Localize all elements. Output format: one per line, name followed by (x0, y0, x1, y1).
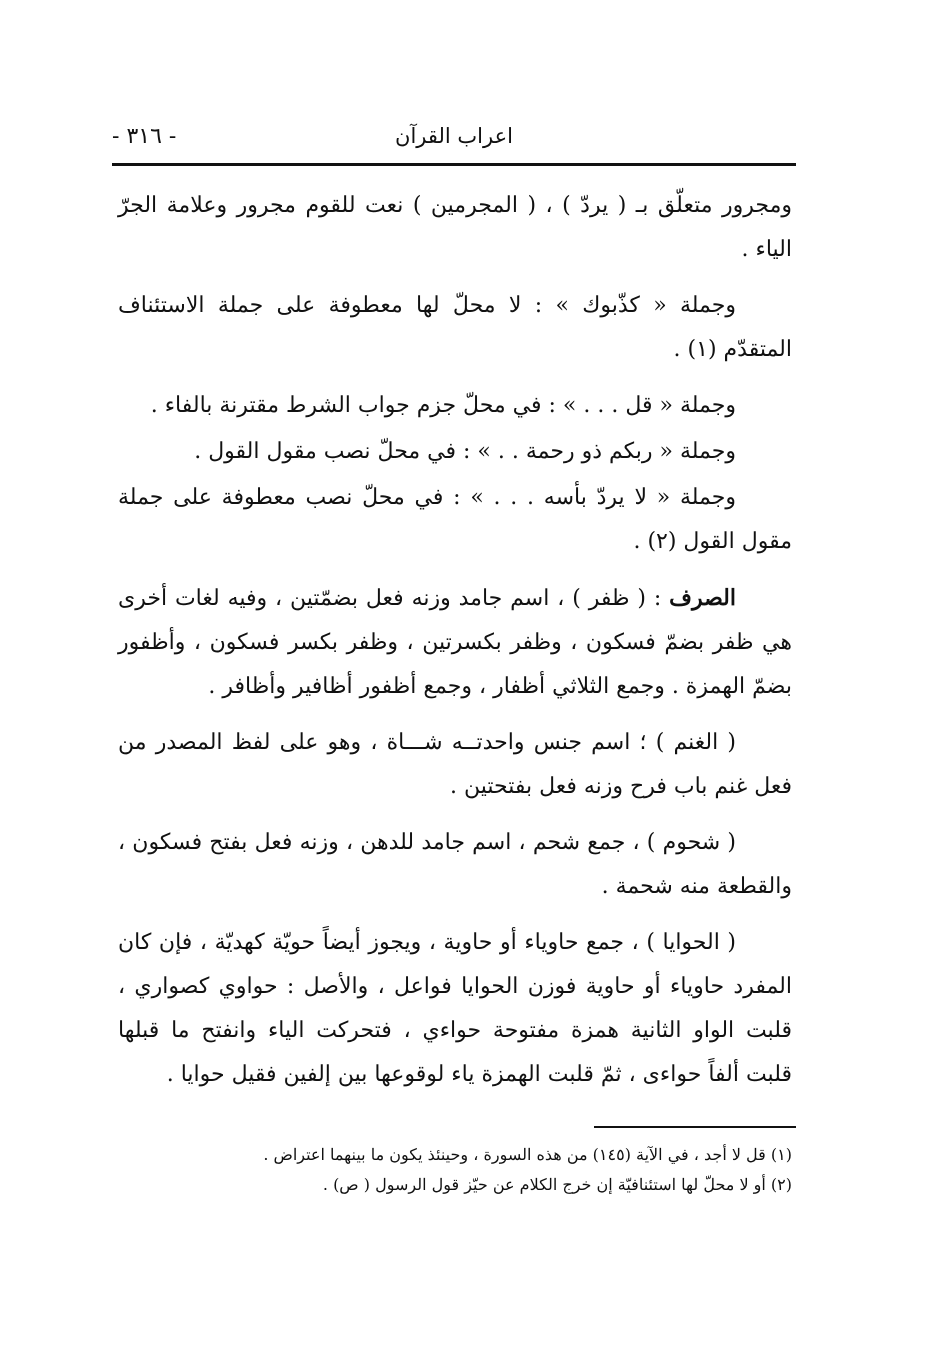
paragraph-3: وجملة « قل . . . » : في محلّ جزم جواب الشرط مقترنة بالفاء . (150, 393, 736, 418)
paragraph-1: ومجرور متعلّق بـ ( يردّ ) ، ( المجرمين ) نعت للقوم مجرور وعلامة الجرّ الياء . (118, 193, 792, 262)
page-number: - ٣١٦ - (112, 124, 177, 149)
footnotes (118, 1140, 792, 1200)
footnote-2: (٢) أو لا محلّ لها استئنافيّة إن خرج الكلام عن حيّز قول الرسول ( ص) . (322, 1175, 792, 1194)
paragraph-5: وجملة « لا يردّ بأسه . . . » : في محلّ نصب معطوفة على جملة مقول القول (٢) . (118, 485, 792, 554)
paragraph-6 (118, 576, 792, 709)
paragraph-8: ( شحوم ) ، جمع شحم ، اسم جامد للدهن ، وزنه فعل بفتح فسكون ، والقطعة منه شحمة . (118, 830, 792, 899)
paragraph-7: ( الغنم ) ؛ اسم جنس واحدتــه شـــاة ، وهو على لفظ المصدر من فعل غنم باب فرح وزنه فعل بفتحتين . (118, 730, 792, 799)
running-title: اعراب القرآن (395, 124, 513, 148)
footnote-rule (594, 1126, 796, 1128)
footnote-1: (١) قل لا أجد ، في الآية (١٤٥) من هذه السورة ، وحينئذ يكون ما بينهما اعتراض . (263, 1145, 792, 1164)
paragraph-6-text: : ( ظفر ) ، اسم جامد وزنه فعل بضمّتين ، وفيه لغات أخرى هي ظفر بضمّ فسكون ، وظفر بكسرتين ، وظفر بكسر فسكون ، وأظفور بضمّ الهمزة . وجمع الثلاثي أظفار ، وجمع أظفور أظافير وأظافر . (118, 586, 792, 699)
page-header (112, 122, 796, 160)
paragraph-2: وجملة « كذّبوك » : لا محلّ لها معطوفة على جملة الاستئناف المتقدّم (١) . (118, 293, 792, 362)
paragraph-4: وجملة « ربكم ذو رحمة . . » : في محلّ نصب مقول القول . (194, 439, 736, 464)
header-rule (112, 163, 796, 166)
paragraph-9: ( الحوايا ) ، جمع حاوياء أو حاوية ، ويجوز أيضاً حويّة كهديّة ، فإن كان المفرد حاوياء أو حاوية فوزن الحوايا فواعل ، والأصل : حواوي كصواري ، قلبت الواو الثانية همزة مفتوحة حواءي ، فتحركت الياء وانفتح ما قبلها قلبت ألفاً حواءى ، ثمّ قلبت الهمزة ياء لوقوعها بين إلفين فقيل حوايا . (118, 930, 792, 1087)
body-text (118, 184, 792, 1109)
term-sarf: الصرف (669, 585, 736, 611)
